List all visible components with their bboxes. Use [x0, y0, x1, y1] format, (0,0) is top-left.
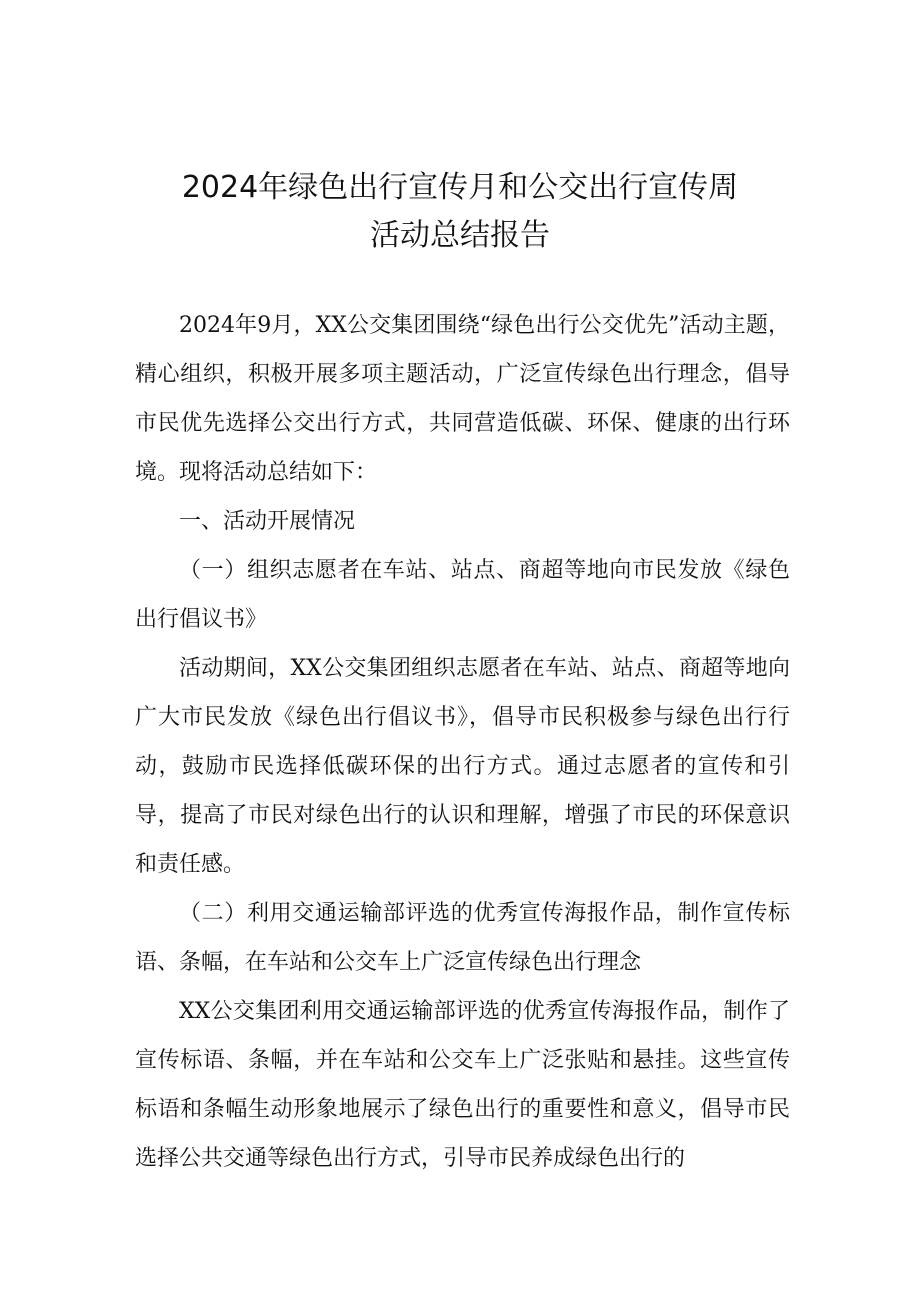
title-line-1: 2024年绿色出行宣传月和公交出行宣传周	[181, 170, 739, 205]
body-paragraph-2: XX公交集团利用交通运输部评选的优秀宣传海报作品，制作了宣传标语、条幅，并在车站和公交车上广泛张贴和悬挂。这些宣传标语和条幅生动形象地展示了绿色出行的重要性和意义，倡导市民选择公共交通等绿色出行方式，引导市民养成绿色出行的	[135, 999, 790, 1171]
body-paragraph-1: 活动期间，XX公交集团组织志愿者在车站、站点、商超等地向广大市民发放《绿色出行倡议书》，倡导市民积极参与绿色出行行动，鼓励市民选择低碳环保的出行方式。通过志愿者的宣传和引导，提高了市民对绿色出行的认识和理解，增强了市民的环保意识和责任感。	[135, 656, 790, 877]
document-title	[120, 164, 800, 260]
subheading-2: （二）利用交通运输部评选的优秀宣传海报作品，制作宣传标语、条幅，在车站和公交车上广泛宣传绿色出行理念	[135, 901, 790, 975]
intro-paragraph: 2024年9月，XX公交集团围绕“绿色出行公交优先”活动主题，精心组织，积极开展多项主题活动，广泛宣传绿色出行理念，倡导市民优先选择公交出行方式，共同营造低碳、环保、健康的出行环境。现将活动总结如下：	[135, 313, 790, 485]
section-heading-1: 一、活动开展情况	[179, 509, 356, 534]
document-body	[135, 301, 790, 1183]
title-line-2: 活动总结报告	[370, 218, 550, 253]
subheading-1: （一）组织志愿者在车站、站点、商超等地向市民发放《绿色出行倡议书》	[135, 558, 790, 632]
